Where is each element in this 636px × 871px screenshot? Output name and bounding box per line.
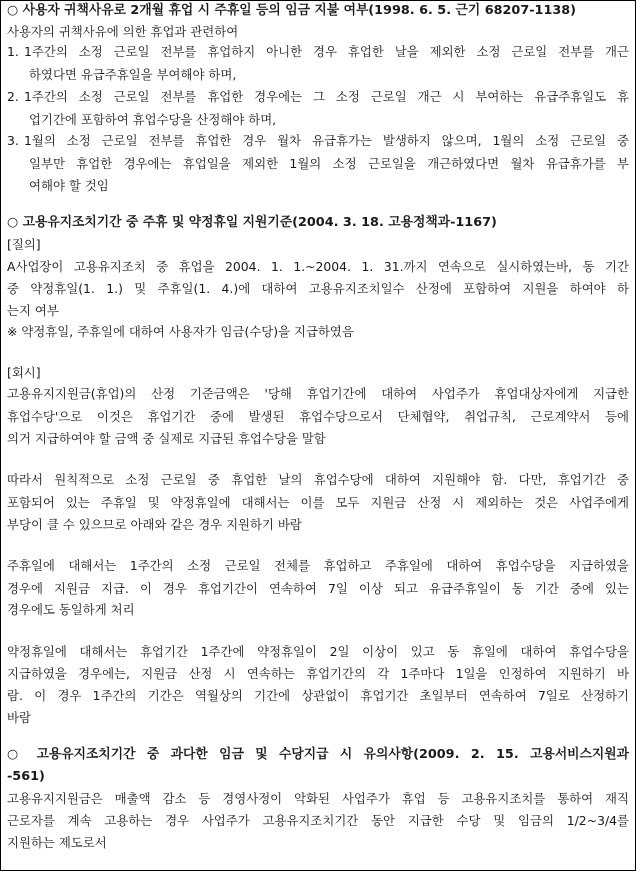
section3-heading-line2: -561) [7,769,45,784]
section1-item2-line2: 업기간에 포함하여 휴업수당을 산정해야 하며, [29,112,277,127]
section2-question-line1: A사업장이 고용유지조치 중 휴업을 2004. 1. 1.~2004. 1. 31.까지 연속으로 실시하였는바, 동 기간 [7,259,629,274]
section2-answer-p2-line2: 포함되어 있는 주휴일 및 약정휴일에 대해서는 이를 모두 지원금 산정 시 제외하는 것은 사업주에게 [7,495,629,510]
section2-answer-p2-line3: 부당이 클 수 있으므로 아래와 같은 경우 지원하기 바람 [7,517,302,532]
section2-answer-p4-line3: 람. 이 경우 1주간의 기간은 역월상의 기간에 상관없이 휴업기간 초일부터 연속하여 7일로 산정하기 [7,688,629,703]
section2-answer-p1-line3: 의거 지급하여야 할 금액 중 실제로 지급된 휴업수당을 말함 [7,431,326,446]
section2-answer-p4-line1: 약정휴일에 대해서는 휴업기간 1주간에 약정휴일이 2일 이상이 있고 동 휴일에 대하여 휴업수당을 [7,644,629,659]
section2-answer-p1-line2: 휴업수당'으로 이것은 휴업기간 중에 발생된 휴업수당으로서 단체협약, 취업규칙, 근로계약서 등에 [7,409,629,424]
section1-item1-line2: 하였다면 유급주휴일을 부여해야 하며, [29,67,237,82]
section2-question-note: ※ 약정휴일, 주휴일에 대하여 사용자가 임금(수당)을 지급하였음 [7,324,354,339]
section3-paragraph-line3: 지원하는 제도로서 [7,835,107,850]
section1-heading: ○ 사용자 귀책사유로 2개월 휴업 시 주휴일 등의 임금 지불 여부(1998. 6. 5. 근기 68207-1138) [7,3,577,18]
section2-answer-p4-line2: 지급하였을 경우에는, 지원금 산정 시 연속하는 휴업기간의 각 1주마다 1일을 인정하여 지원하기 바 [7,666,629,681]
section2-question-label: [질의] [7,237,41,252]
section1-item1-number: 1. [7,44,19,59]
section3-paragraph-line1: 고용유지지원금은 매출액 감소 등 경영사정이 악화된 사업주가 휴업 등 고용유지조치를 통하여 재직 [7,791,629,806]
section1-item3-number: 3. [7,133,19,148]
section1-item1-line1: 1주간의 소정 근로일 전부를 휴업하지 아니한 경우 휴업한 날을 제외한 소정 근로일 전부를 개근 [24,44,629,59]
section3-heading-line1: ○ 고용유지조치기간 중 과다한 임금 및 수당지급 시 유의사항(2009. 2. 15. 고용서비스지원과 [7,747,629,762]
section2-answer-p3-line3: 경우에도 동일하게 처리 [7,602,135,617]
section2-answer-p3-line1: 주휴일에 대해서는 1주간의 소정 근로일 전체를 휴업하고 주휴일에 대하여 휴업수당을 지급하였을 [7,558,629,573]
section2-answer-p2-line1: 따라서 원칙적으로 소정 근로일 중 휴업한 날의 휴업수당에 대하여 지원해야 함. 다만, 휴업기간 중 [7,472,629,487]
section2-heading: ○ 고용유지조치기간 중 주휴 및 약정휴일 지원기준(2004. 3. 18. 고용정책과-1167) [7,215,497,230]
section1-item3-line3: 여해야 할 것임 [29,178,109,193]
section1-item2-line1: 1주간의 소정 근로일 전부를 휴업한 경우에는 그 소정 근로일 개근 시 부여하는 유급주휴일도 휴 [24,89,629,104]
section1-intro: 사용자의 귀책사유에 의한 휴업과 관련하여 [7,24,239,39]
section1-item3-line1: 1월의 소정 근로일 전부를 휴업한 경우 월차 유급휴가는 발생하지 않으며, 1월의 소정 근로일 중 [24,133,629,148]
section2-answer-label: [회시] [7,365,41,380]
section1-item2-number: 2. [7,89,19,104]
section1-item3-line2: 일부만 휴업한 경우에는 휴업일을 제외한 1월의 소정 근로일을 개근하였다면 월차 유급휴가를 부 [29,156,629,171]
section2-answer-p1-line1: 고용유지지원금(휴업)의 산정 기준금액은 '당해 휴업기간에 대하여 사업주가 휴업대상자에게 지급한 [7,386,629,401]
section2-answer-p3-line2: 경우에 지원금 지급. 이 경우 휴업기간이 연속하여 7일 이상 되고 유급주휴일이 동 기간 중에 있는 [7,581,629,596]
section2-answer-p4-line4: 바람 [7,710,31,725]
section3-paragraph-line2: 근로자를 계속 고용하는 경우 사업주가 고용유지조치기간 동안 지급한 수당 및 임금의 1/2~3/4를 [7,813,629,828]
section2-question-line2: 중 약정휴일(1. 1.) 및 주휴일(1. 4.)에 대하여 고용유지조치일수 산정에 포함하여 지원을 하여야 하 [7,281,629,296]
section2-question-line3: 는지 여부 [7,303,59,318]
